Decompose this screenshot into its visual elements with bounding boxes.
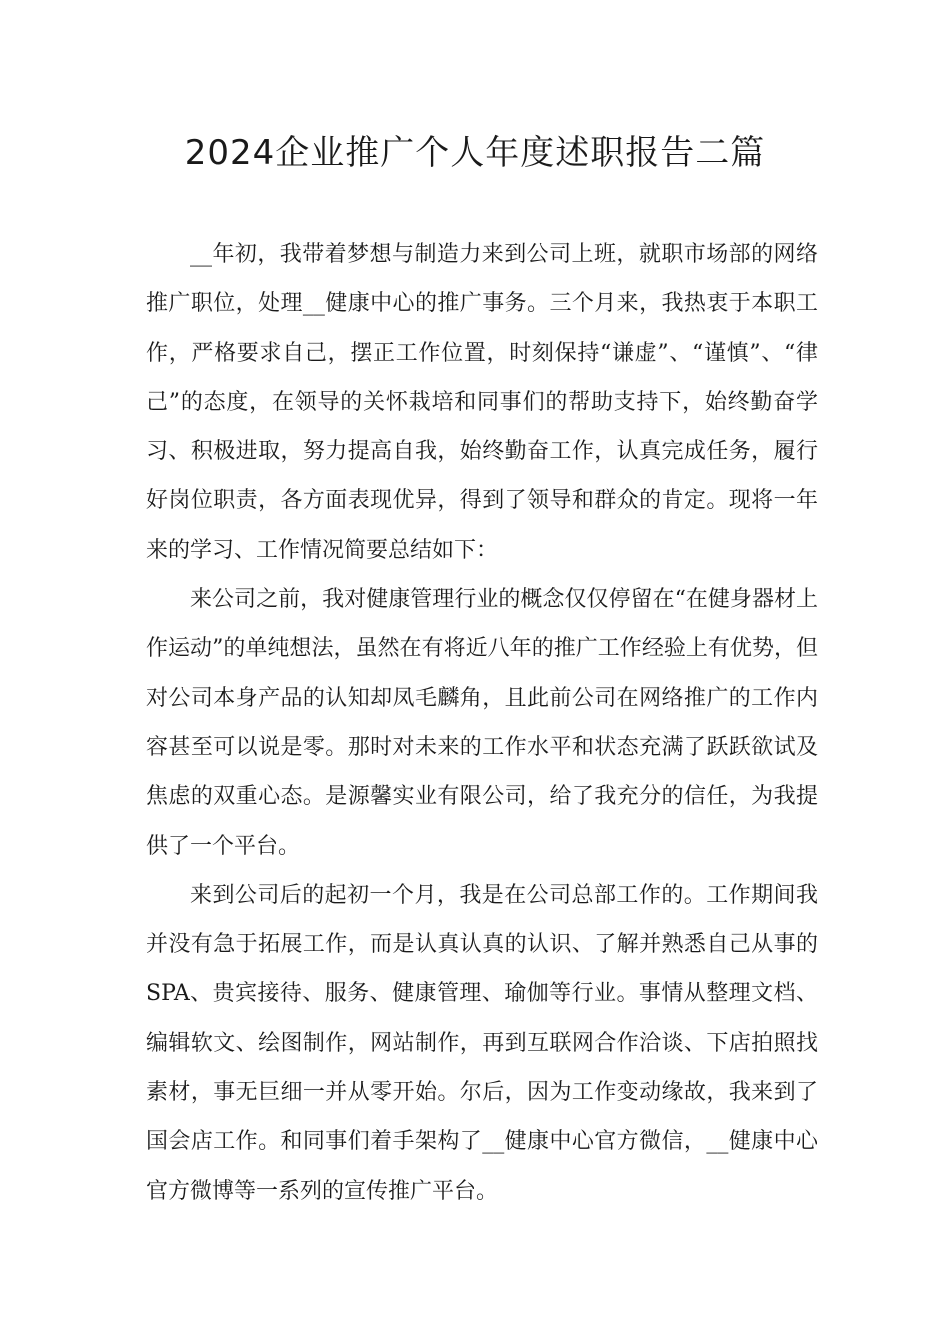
paragraph-3: 来到公司后的起初一个月，我是在公司总部工作的。工作期间我并没有急于拓展工作，而是认真认真的认识、了解并熟悉自己从事的SPA、贵宾接待、服务、健康管理、瑜伽等行业。事情从整理文档、编辑软文、绘图制作，网站制作，再到互联网合作洽谈、下店拍照找素材，事无巨细一并从零开始。尔后，因为工作变动缘故，我来到了国会店工作。和同事们着手架构了__健康中心官方微信，__健康中心官方微博等一系列的宣传推广平台。 bbox=[146, 882, 818, 1204]
paragraph-1: __年初，我带着梦想与制造力来到公司上班，就职市场部的网络推广职位，处理__健康中心的推广事务。三个月来，我热衷于本职工作，严格要求自己，摆正工作位置，时刻保持“谦虚”、“谨慎”、“律己”的态度，在领导的关怀栽培和同事们的帮助支持下，始终勤奋学习、积极进取，努力提高自我，始终勤奋工作，认真完成任务，履行好岗位职责，各方面表现优异，得到了领导和群众的肯定。现将一年来的学习、工作情况简要总结如下： bbox=[146, 242, 818, 563]
document-title: 2024企业推广个人年度述职报告二篇 bbox=[184, 133, 766, 173]
paragraph-2: 来公司之前，我对健康管理行业的概念仅仅停留在“在健身器材上作运动”的单纯想法，虽然在有将近八年的推广工作经验上有优势，但对公司本身产品的认知却凤毛麟角，且此前公司在网络推广的工作内容甚至可以说是零。那时对未来的工作水平和状态充满了跃跃欲试及焦虑的双重心态。是源馨实业有限公司，给了我充分的信任，为我提供了一个平台。 bbox=[146, 587, 818, 859]
document-body bbox=[146, 230, 818, 1216]
